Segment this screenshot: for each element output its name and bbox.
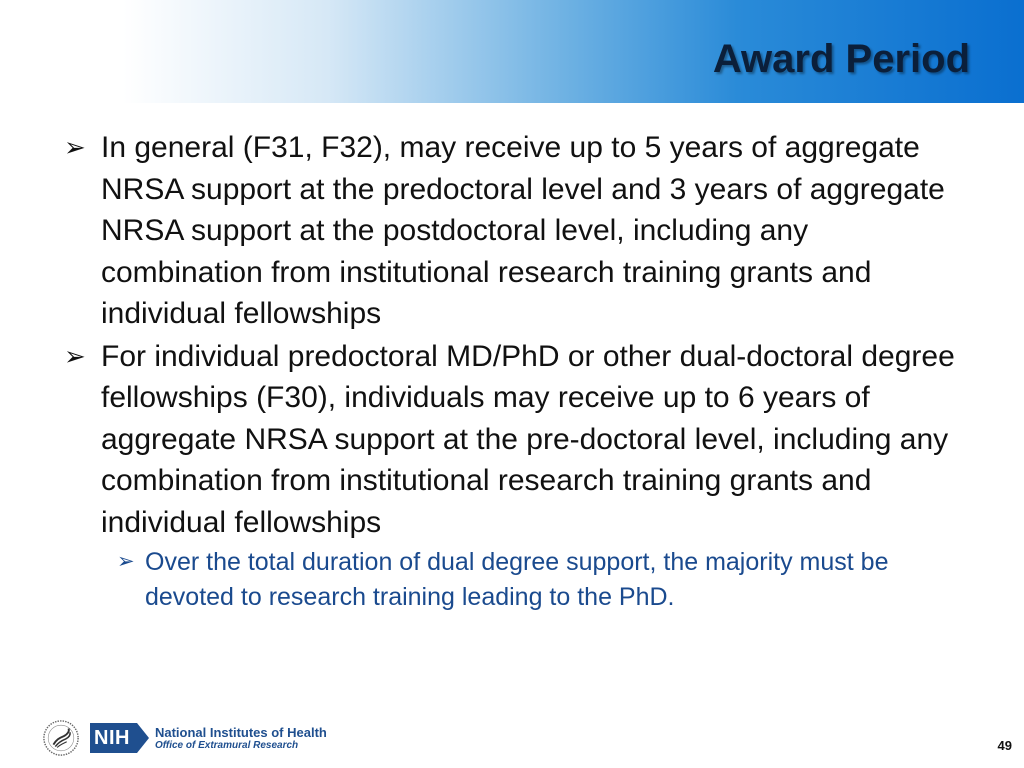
nih-wordmark bbox=[155, 725, 327, 752]
arrow-bullet-icon: ➢ bbox=[64, 132, 86, 162]
bullet-item bbox=[64, 127, 969, 335]
sub-bullet-item bbox=[117, 545, 969, 614]
hhs-seal-icon bbox=[42, 719, 80, 757]
nih-name: National Institutes of Health bbox=[154, 724, 327, 740]
slide-content bbox=[64, 127, 969, 614]
nih-office: Office of Extramural Research bbox=[154, 739, 299, 751]
sub-bullet-text: Over the total duration of dual degree support, the majority must be devoted to research training leading to the PhD. bbox=[145, 548, 889, 611]
bullet-item bbox=[64, 336, 969, 544]
nih-logo: NIH bbox=[90, 723, 137, 753]
arrow-bullet-icon: ➢ bbox=[64, 340, 86, 371]
page-number: 49 bbox=[997, 738, 1012, 753]
footer-logos bbox=[42, 716, 327, 760]
bullet-text: In general (F31, F32), may receive up to 5 years of aggregate NRSA support at the predoctoral level and 3 years of aggregate NRSA support at the postdoctoral level, including any combination from institutional research training grants and individual fellowships bbox=[101, 131, 945, 330]
bullet-text: For individual predoctoral MD/PhD or other dual-doctoral degree fellowships (F30), individuals may receive up to 6 years of aggregate NRSA support at the pre-doctoral level, including any combination from institutional research training grants and individual fellowships bbox=[101, 339, 955, 539]
arrow-bullet-icon: ➢ bbox=[117, 550, 135, 573]
slide-title: Award Period bbox=[712, 37, 970, 81]
